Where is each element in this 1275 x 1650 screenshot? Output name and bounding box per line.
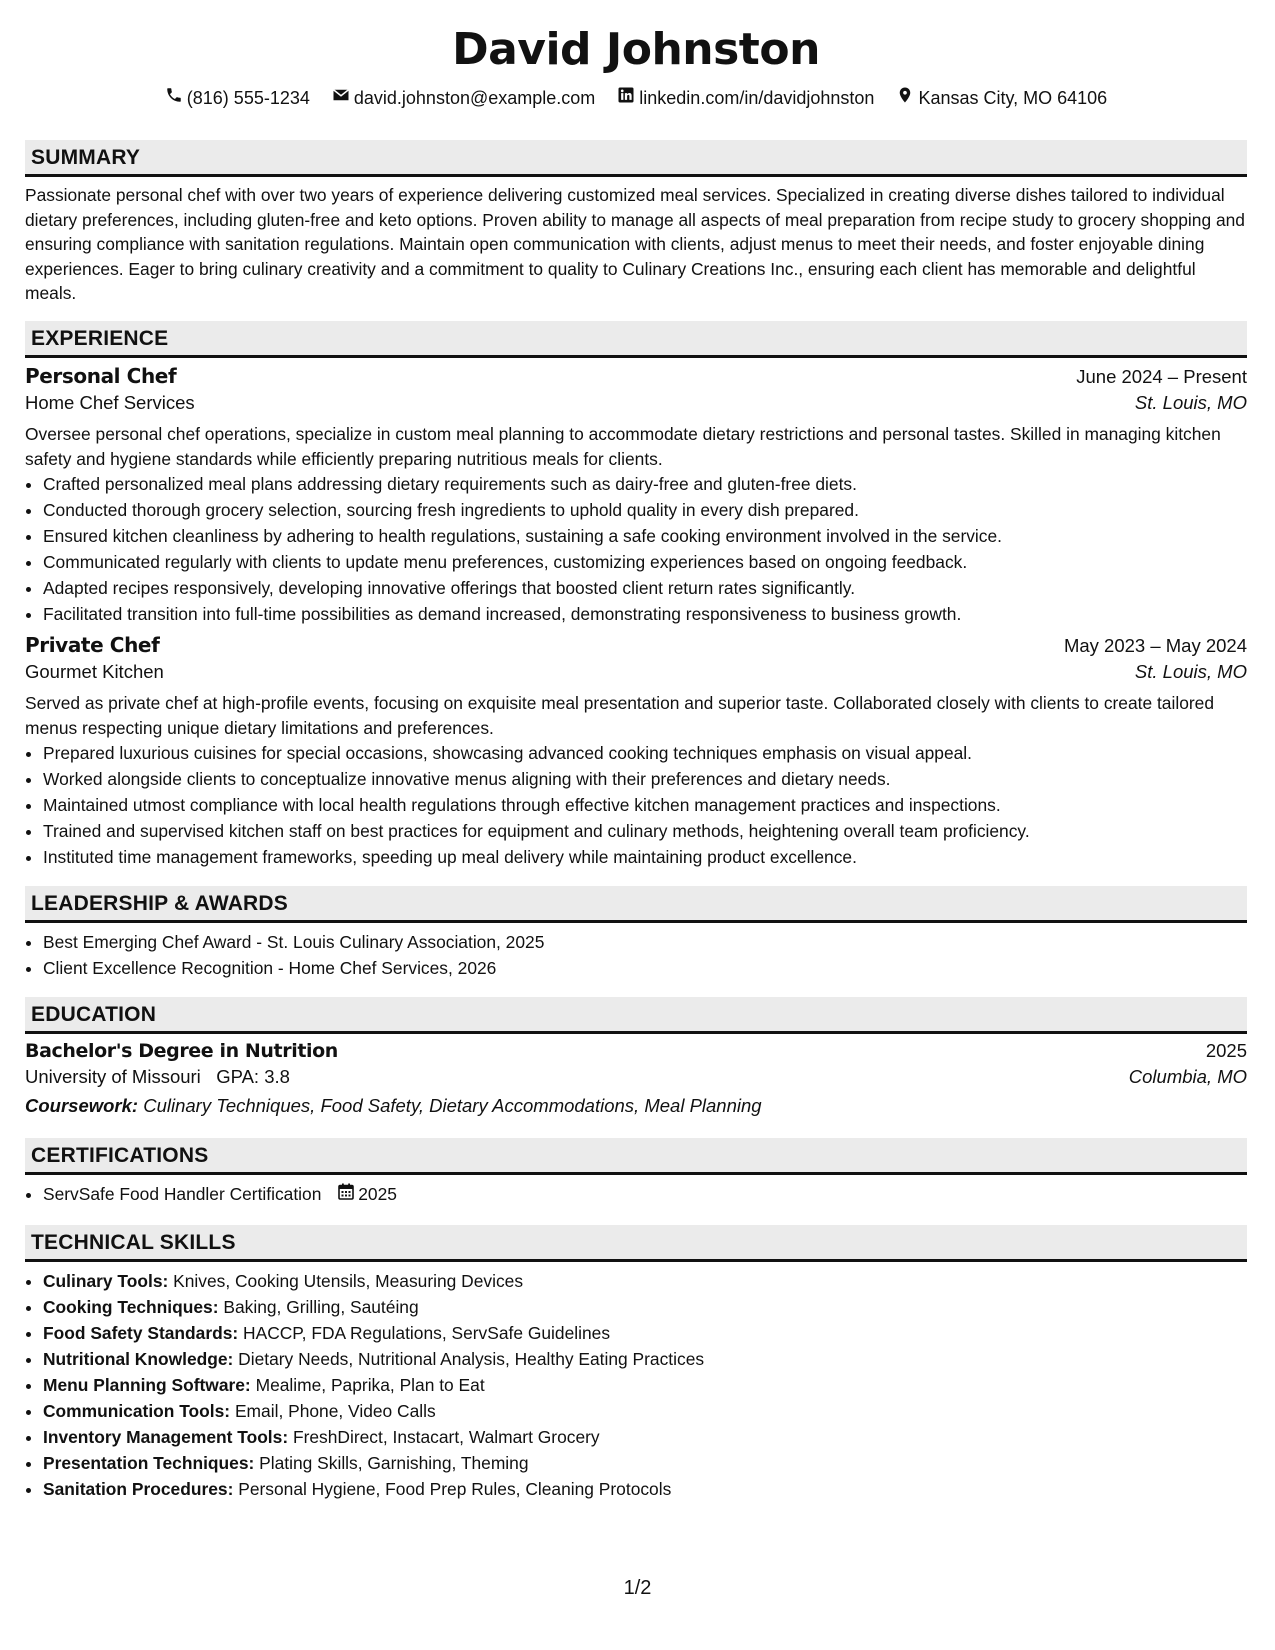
skill-value: FreshDirect, Instacart, Walmart Grocery: [292, 1427, 600, 1448]
summary-heading: SUMMARY: [25, 140, 1247, 177]
job-dates: June 2024 – Present: [1076, 365, 1247, 387]
skill-label: Culinary Tools:: [43, 1271, 169, 1292]
job-company: Home Chef Services: [25, 391, 195, 413]
list-item: • Adapted recipes responsively, developing innovative offerings that boosted client return rates significantly.: [43, 575, 1247, 601]
skill-value: Knives, Cooking Utensils, Measuring Devices: [173, 1271, 524, 1292]
awards-heading: LEADERSHIP & AWARDS: [25, 886, 1247, 923]
degree-row: [25, 1040, 1247, 1062]
list-item: • Instituted time management frameworks, speeding up meal delivery while maintaining product excellence.: [43, 844, 1247, 870]
list-item: [43, 1450, 1247, 1476]
school-info: [25, 1062, 290, 1092]
job-description: Served as private chef at high-profile events, focusing on exquisite meal presentation and superior taste. Collaborated closely with clients to create tailored menus respecting unique dietary limitations and preferences.: [25, 693, 1215, 738]
school-name: University of Missouri: [25, 1066, 201, 1088]
awards-section: [25, 886, 1247, 981]
skill-value: HACCP, FDA Regulations, ServSafe Guidelines: [243, 1323, 611, 1344]
list-item: • Client Excellence Recognition - Home Chef Services, 2026: [43, 955, 1247, 981]
map-pin-icon: [896, 86, 914, 110]
skill-value: Dietary Needs, Nutritional Analysis, Healthy Eating Practices: [238, 1349, 705, 1370]
certification-year: 2025: [358, 1184, 397, 1205]
contact-location: [896, 86, 1107, 110]
degree-title: Bachelor's Degree in Nutrition: [25, 1040, 338, 1063]
list-item: • Trained and supervised kitchen staff on best practices for equipment and culinary methods, heightening overall team proficiency.: [43, 818, 1247, 844]
skills-list: [25, 1268, 1247, 1502]
job-entry: [25, 364, 1247, 627]
skill-label: Communication Tools:: [43, 1401, 231, 1422]
list-item: • Ensured kitchen cleanliness by adhering to health regulations, sustaining a safe cooking environment involved in the service.: [43, 523, 1247, 549]
list-item: [43, 1424, 1247, 1450]
experience-heading: EXPERIENCE: [25, 321, 1247, 358]
list-item: • Facilitated transition into full-time possibilities as demand increased, demonstrating responsiveness to business growth.: [43, 601, 1247, 627]
job-location: St. Louis, MO: [1134, 391, 1247, 413]
awards-list: [25, 929, 1247, 981]
skill-label: Food Safety Standards:: [43, 1323, 239, 1344]
summary-text: Passionate personal chef with over two years of experience delivering customized meal services. Specialized in creating diverse dishes tailored to individual dietary preferences, including gluten-free and keto options. Proven ability to manage all aspects of meal preparation from recipe study to grocery shopping and ensuring compliance with sanitation regulations. Maintain open communication with clients, adjust menus to meet their needs, and foster enjoyable dining experiences. Eager to bring culinary creativity and a commitment to quality to Culinary Creations Inc., ensuring each client has memorable and delightful meals.: [25, 185, 1245, 304]
list-item: [43, 1320, 1247, 1346]
skills-section: [25, 1225, 1247, 1502]
linkedin-text: linkedin.com/in/davidjohnston: [639, 88, 875, 108]
contact-phone: [165, 86, 310, 110]
graduation-year: 2025: [1205, 1040, 1247, 1062]
page-number: 1/2: [623, 1577, 652, 1599]
phone-text: (816) 555-1234: [186, 88, 310, 108]
list-item: • Crafted personalized meal plans addressing dietary requirements such as dairy-free and gluten-free diets.: [43, 471, 1247, 497]
job-entry: [25, 633, 1247, 870]
list-item: [43, 1398, 1247, 1424]
skill-label: Cooking Techniques:: [43, 1297, 219, 1318]
coursework-text: Culinary Techniques, Food Safety, Dietary Accommodations, Meal Planning: [143, 1095, 762, 1117]
job-company-row: [25, 657, 1247, 687]
certification-name: ServSafe Food Handler Certification: [43, 1184, 322, 1205]
skill-label: Nutritional Knowledge:: [43, 1349, 234, 1370]
coursework-label: Coursework:: [25, 1095, 139, 1117]
email-text: david.johnston@example.com: [353, 88, 596, 108]
job-bullets: [25, 740, 1247, 870]
calendar-icon: [338, 1181, 354, 1207]
list-item: • Communicated regularly with clients to update menu preferences, customizing experiences based on ongoing feedback.: [43, 549, 1247, 575]
education-entry: [25, 1040, 1247, 1120]
list-item: • Worked alongside clients to conceptualize innovative menus aligning with their preferences and dietary needs.: [43, 766, 1247, 792]
certification-date: [338, 1181, 397, 1207]
skill-label: Menu Planning Software:: [43, 1375, 251, 1396]
list-item: [43, 1346, 1247, 1372]
skill-label: Sanitation Procedures:: [43, 1479, 234, 1500]
school-location: Columbia, MO: [1128, 1066, 1247, 1088]
list-item: • Maintained utmost compliance with local health regulations through effective kitchen management practices and inspections.: [43, 792, 1247, 818]
contact-email[interactable]: [332, 86, 595, 110]
school-row: [25, 1062, 1247, 1092]
experience-section: [25, 321, 1247, 870]
linkedin-icon: [617, 86, 635, 110]
skill-value: Personal Hygiene, Food Prep Rules, Cleaning Protocols: [238, 1479, 672, 1500]
list-item: [43, 1294, 1247, 1320]
job-company-row: [25, 388, 1247, 418]
contact-linkedin[interactable]: [617, 86, 874, 110]
job-company: Gourmet Kitchen: [25, 661, 164, 683]
certifications-heading: CERTIFICATIONS: [25, 1138, 1247, 1175]
job-location: St. Louis, MO: [1134, 661, 1247, 683]
list-item: • Prepared luxurious cuisines for special occasions, showcasing advanced cooking techniques emphasis on visual appeal.: [43, 740, 1247, 766]
job-title-row: [25, 633, 1247, 657]
job-description: Oversee personal chef operations, specialize in custom meal planning to accommodate dietary restrictions and personal tastes. Skilled in managing kitchen safety and hygiene standards while efficiently preparing nutritious meals for clients.: [25, 423, 1221, 469]
list-item: [43, 1268, 1247, 1294]
phone-icon: [165, 86, 183, 110]
list-item: [43, 1372, 1247, 1398]
certifications-list: [25, 1181, 1247, 1207]
list-item: [43, 1476, 1247, 1502]
job-title-row: [25, 364, 1247, 388]
location-text: Kansas City, MO 64106: [918, 88, 1108, 108]
contact-bar: [25, 86, 1247, 110]
skill-label: Inventory Management Tools:: [43, 1427, 289, 1448]
education-section: [25, 997, 1247, 1120]
job-title: Personal Chef: [25, 363, 177, 388]
skill-value: Baking, Grilling, Sautéing: [223, 1297, 419, 1318]
education-heading: EDUCATION: [25, 997, 1247, 1034]
skill-label: Presentation Techniques:: [43, 1453, 255, 1474]
skill-value: Email, Phone, Video Calls: [234, 1401, 436, 1422]
job-title: Private Chef: [25, 633, 160, 658]
list-item: • Conducted thorough grocery selection, sourcing fresh ingredients to uphold quality in every dish prepared.: [43, 497, 1247, 523]
skills-heading: TECHNICAL SKILLS: [25, 1225, 1247, 1262]
summary-section: [25, 140, 1247, 306]
list-item: [43, 1181, 1247, 1207]
envelope-icon: [332, 86, 350, 110]
coursework-row: [25, 1092, 1247, 1120]
job-dates: May 2023 – May 2024: [1063, 635, 1247, 657]
skill-value: Mealime, Paprika, Plan to Eat: [255, 1375, 485, 1396]
list-item: • Best Emerging Chef Award - St. Louis Culinary Association, 2025: [43, 929, 1247, 955]
gpa: GPA: 3.8: [216, 1066, 290, 1088]
skill-value: Plating Skills, Garnishing, Theming: [259, 1453, 529, 1474]
candidate-name: David Johnston: [452, 24, 820, 75]
certifications-section: [25, 1138, 1247, 1207]
job-bullets: [25, 471, 1247, 627]
